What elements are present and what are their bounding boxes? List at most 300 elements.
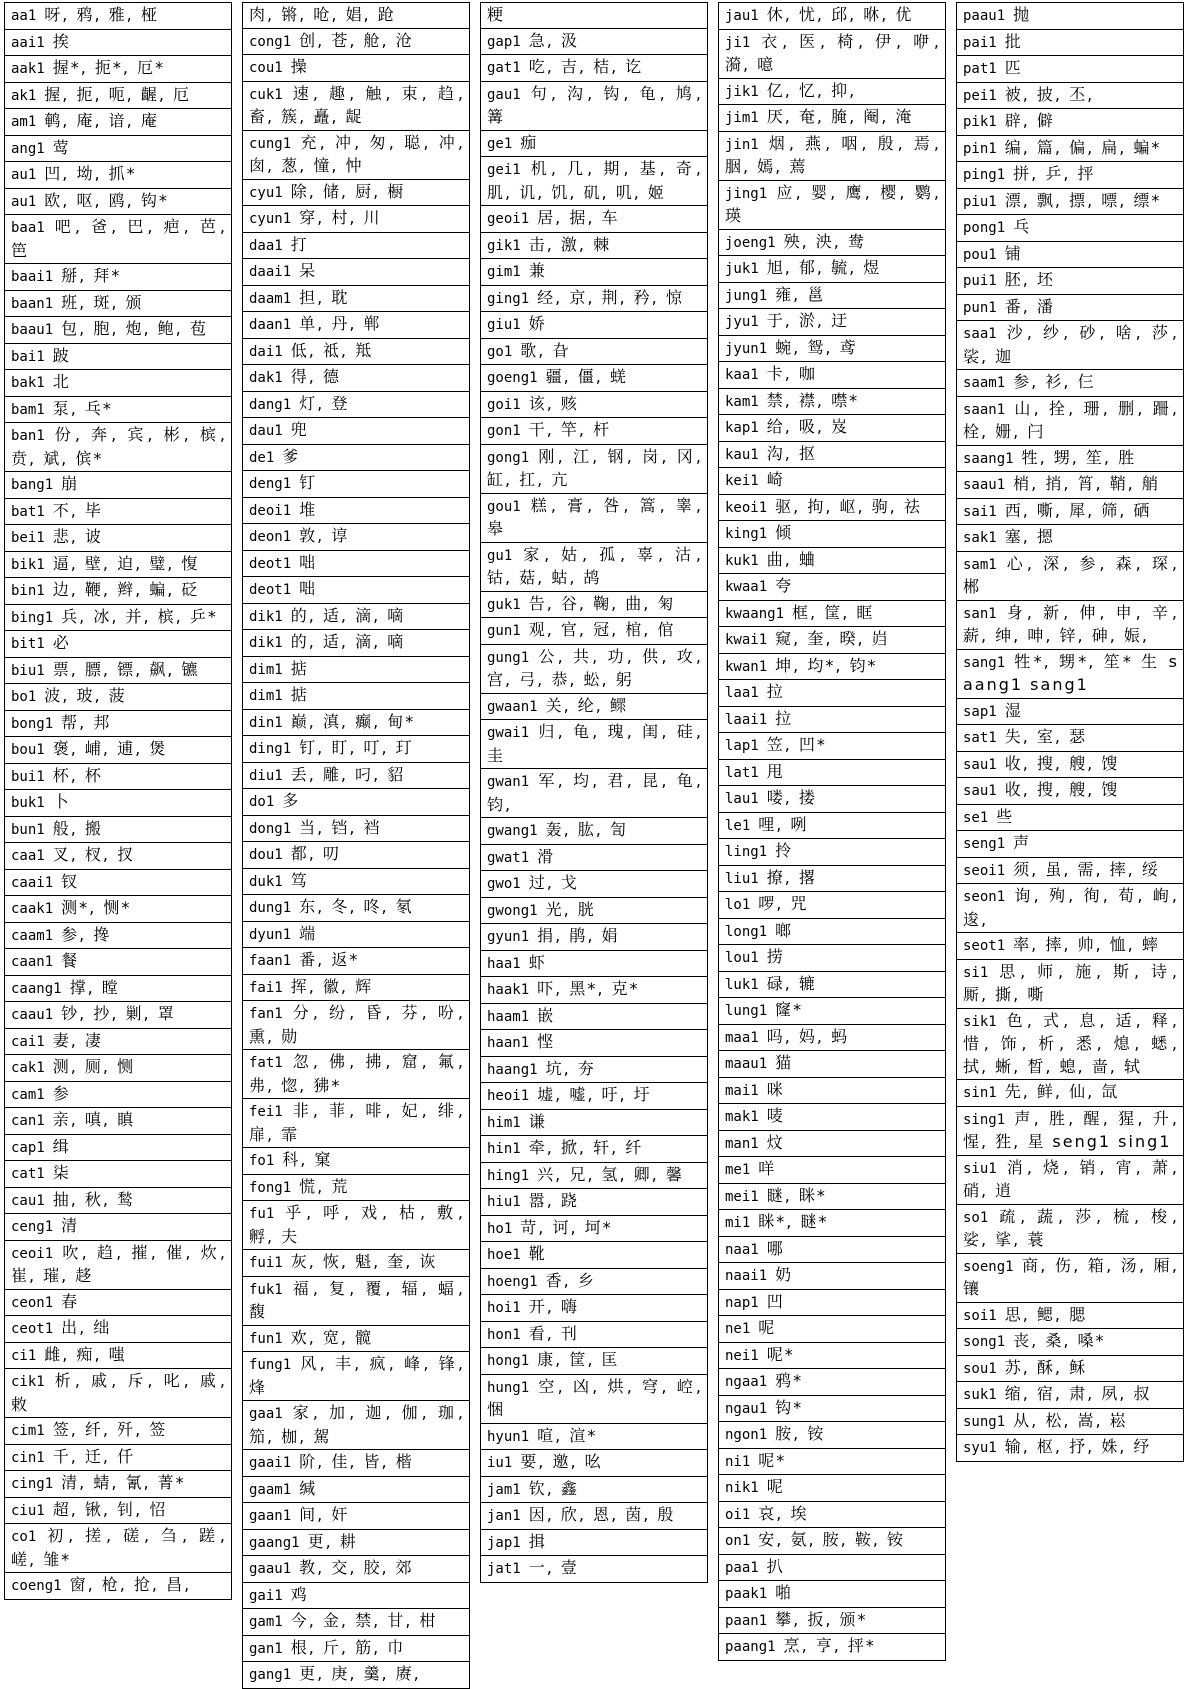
syllable-entry <box>481 1556 707 1582</box>
syllable-romanization: soeng1 <box>963 1258 1014 1275</box>
syllable-entry <box>481 924 707 951</box>
syllable-entry <box>719 574 945 601</box>
syllable-romanization: joeng1 <box>725 234 776 251</box>
syllable-characters: 清 <box>61 1216 80 1235</box>
syllable-entry <box>481 1530 707 1557</box>
syllable-characters: 掰, 拜* <box>61 266 122 285</box>
syllable-romanization: seng1 <box>963 836 1006 852</box>
syllable-characters: 商, 伤, 箱, 汤, 厢, 镶 <box>963 1255 1179 1298</box>
syllable-characters: 关, 纶, 鳏 <box>545 695 628 715</box>
syllable-entry <box>243 1583 469 1610</box>
syllable-characters: 苛, 诃, 坷* <box>520 1217 613 1237</box>
syllable-characters: 敦, 谆 <box>299 526 350 545</box>
syllable-characters: 丧, 桑, 嗓* <box>1013 1331 1106 1350</box>
syllable-entry <box>719 1608 945 1635</box>
syllable-entry <box>719 415 945 442</box>
syllable-entry <box>481 1477 707 1504</box>
syllable-entry <box>481 445 707 494</box>
syllable-entry <box>5 1161 231 1188</box>
syllable-characters: 份, 奔, 宾, 彬, 槟, 贲, 斌, 傧* <box>11 425 227 468</box>
syllable-romanization: aa1 <box>11 8 37 24</box>
syllable-entry <box>719 760 945 787</box>
syllable-characters: 爹 <box>282 446 301 466</box>
syllable-entry <box>481 1189 707 1216</box>
syllable-characters: 拉 <box>766 682 785 701</box>
syllable-characters: 餐 <box>61 951 80 970</box>
syllable-characters: 悲, 诐 <box>52 527 103 546</box>
syllable-entry <box>719 1528 945 1555</box>
syllable-entry <box>243 657 469 684</box>
syllable-romanization: lat1 <box>725 764 759 781</box>
syllable-romanization: kei1 <box>725 473 759 489</box>
syllable-characters: 凹, 坳, 抓* <box>44 164 137 183</box>
syllable-characters: 沙, 纱, 砂, 啥, 莎, 裟, 迦 <box>963 323 1179 366</box>
syllable-romanization: jat1 <box>487 1561 521 1577</box>
syllable-romanization: luk1 <box>725 976 759 993</box>
syllable-romanization: hiu1 <box>487 1194 521 1210</box>
syllable-entry <box>481 1450 707 1477</box>
syllable-characters: 拼, 乒, 抨 <box>1013 164 1096 183</box>
syllable-entry <box>719 442 945 469</box>
syllable-characters: 番, 返* <box>299 950 360 969</box>
syllable-romanization: cim1 <box>11 1423 45 1439</box>
syllable-romanization: fat1 <box>249 1055 283 1071</box>
syllable-entry <box>243 259 469 286</box>
syllable-romanization: gat1 <box>487 60 521 76</box>
syllable-entry <box>243 1556 469 1583</box>
syllable-entry <box>5 136 231 163</box>
syllable-romanization: fui1 <box>249 1255 283 1271</box>
syllable-characters: 堆 <box>299 499 318 519</box>
syllable-entry <box>5 684 231 711</box>
syllable-entry <box>719 1290 945 1317</box>
syllable-characters: 击, 激, 棘 <box>528 234 612 254</box>
syllable-characters: 痂 <box>520 132 539 152</box>
syllable-characters: 打 <box>290 234 309 254</box>
syllable-characters: 叉, 杈, 扠 <box>52 845 136 864</box>
syllable-characters: 虾 <box>528 952 547 972</box>
syllable-characters: 测, 厕, 恻 <box>52 1057 136 1076</box>
syllable-characters: 禁, 襟, 噤* <box>766 390 860 410</box>
syllable-romanization: deon1 <box>249 529 292 545</box>
syllable-characters: 多 <box>282 791 301 810</box>
syllable-characters: 鸦* <box>775 1371 804 1390</box>
syllable-romanization: cai1 <box>11 1033 45 1050</box>
syllable-characters: 倾 <box>775 523 794 542</box>
syllable-romanization: sam1 <box>963 556 997 573</box>
syllable-romanization: kau1 <box>725 446 759 463</box>
syllable-entry <box>5 976 231 1003</box>
syllable-characters: 干, 竿, 杆 <box>528 420 612 439</box>
syllable-entry <box>481 1057 707 1084</box>
syllable-entry <box>5 631 231 658</box>
syllable-entry <box>5 923 231 950</box>
syllable-romanization: bing1 <box>11 609 54 626</box>
syllable-characters: 哪 <box>766 1238 785 1258</box>
syllable-entry <box>481 365 707 392</box>
syllable-characters: 眯*, 瞇* <box>758 1212 829 1231</box>
syllable-entry <box>957 601 1183 650</box>
syllable-romanization: deoi1 <box>249 502 292 519</box>
syllable-entry <box>719 839 945 866</box>
syllable-characters: 析, 戚, 斥, 叱, 戚, 敕 <box>11 1371 227 1414</box>
syllable-romanization: bun1 <box>11 821 45 838</box>
syllable-entry <box>481 1110 707 1137</box>
syllable-entry <box>719 601 945 628</box>
syllable-romanization: saa1 <box>963 326 997 342</box>
syllable-entry <box>5 317 231 344</box>
syllable-characters: 拉 <box>775 708 794 728</box>
syllable-characters: 巅, 滇, 癫, 甸* <box>290 711 416 731</box>
syllable-characters: 声, 胜, 醒, 猩, 升, 惺, 狌, 星 seng1 sing1 <box>963 1108 1179 1151</box>
syllable-entry <box>5 3 231 30</box>
syllable-characters: 铺 <box>1004 243 1023 263</box>
syllable-characters: 兼 <box>528 261 547 280</box>
syllable-characters: 忽, 佛, 拂, 窟, 氟, 弗, 惚, 狒* <box>249 1052 465 1095</box>
syllable-characters: 休, 忧, 邱, 咻, 优 <box>766 5 914 24</box>
syllable-characters: 单, 丹, 郸 <box>299 314 382 333</box>
syllable-entry <box>719 1422 945 1449</box>
syllable-characters: 娇 <box>528 314 547 333</box>
syllable-romanization: pong1 <box>963 220 1006 236</box>
syllable-romanization: paak1 <box>725 1586 768 1602</box>
syllable-characters: 炆 <box>766 1132 785 1152</box>
syllable-romanization: caak1 <box>11 901 54 917</box>
syllable-entry <box>719 1369 945 1396</box>
syllable-romanization: ne1 <box>725 1321 751 1337</box>
syllable-characters: 钉 <box>299 473 318 492</box>
syllable-characters: 呢 <box>758 1318 777 1337</box>
syllable-romanization: cyun1 <box>249 211 292 227</box>
syllable-characters: 杯, 杯 <box>52 765 103 785</box>
syllable-entry <box>719 548 945 575</box>
syllable-characters: 分, 纷, 昏, 芬, 吩, 熏, 勋 <box>249 1003 465 1046</box>
syllable-romanization: ci1 <box>11 1347 37 1364</box>
syllable-characters: 咄 <box>299 552 318 572</box>
syllable-characters: 喧, 渲* <box>537 1425 598 1445</box>
syllable-entry <box>5 896 231 923</box>
syllable-characters: 更, 耕 <box>307 1531 358 1551</box>
syllable-romanization: cap1 <box>11 1139 45 1156</box>
syllable-romanization: au1 <box>11 193 37 210</box>
syllable-characters: 攀, 扳, 颁* <box>775 1609 868 1629</box>
syllable-romanization: do1 <box>249 794 275 810</box>
syllable-romanization: pai1 <box>963 34 997 51</box>
syllable-characters: 看, 刊 <box>528 1323 579 1343</box>
syllable-romanization: piu1 <box>963 193 997 210</box>
syllable-romanization: gam1 <box>249 1614 283 1630</box>
syllable-characters: 掂 <box>290 685 309 704</box>
syllable-romanization: gau1 <box>487 86 521 103</box>
syllable-romanization: nap1 <box>725 1294 759 1311</box>
syllable-entry <box>719 707 945 734</box>
syllable-characters: 窿* <box>775 1000 804 1019</box>
syllable-entry <box>481 312 707 339</box>
syllable-romanization: ceon1 <box>11 1294 54 1311</box>
syllable-characters: 兵, 冰, 并, 槟, 乒* <box>61 606 218 626</box>
syllable-romanization: syu1 <box>963 1440 997 1456</box>
syllable-characters: 湿 <box>1004 700 1023 720</box>
syllable-romanization: sai1 <box>963 503 997 520</box>
syllable-romanization: sau1 <box>963 756 997 773</box>
syllable-romanization: jam1 <box>487 1481 521 1498</box>
syllable-entry <box>243 1662 469 1688</box>
syllable-romanization: hoeng1 <box>487 1273 538 1290</box>
syllable-characters: 收, 搜, 艘, 馊 <box>1004 753 1120 773</box>
syllable-entry <box>957 1329 1183 1356</box>
syllable-entry <box>243 789 469 816</box>
syllable-characters: 呀, 鸦, 雅, 桠 <box>44 5 159 24</box>
syllable-characters: 鹌, 庵, 谙, 庵 <box>44 111 159 130</box>
syllable-characters: 乎, 呼, 戏, 枯, 敷, 孵, 夫 <box>249 1203 465 1246</box>
syllable-characters: 得, 德 <box>290 367 341 386</box>
syllable-characters: 啪 <box>775 1583 794 1602</box>
syllable-romanization: sap1 <box>963 703 997 720</box>
syllable-characters: 些 <box>996 806 1015 826</box>
syllable-romanization: pun1 <box>963 299 997 316</box>
syllable-characters: 啷 <box>775 920 794 940</box>
syllable-romanization: saang1 <box>963 450 1014 467</box>
syllable-romanization: paa1 <box>725 1559 759 1576</box>
syllable-characters: 班, 斑, 颁 <box>61 292 144 312</box>
syllable-entry <box>5 1471 231 1498</box>
syllable-entry <box>481 951 707 978</box>
syllable-characters: 挨 <box>52 31 71 51</box>
syllable-romanization: kwaa1 <box>725 579 768 595</box>
syllable-entry <box>481 286 707 313</box>
syllable-romanization: kam1 <box>725 393 759 410</box>
syllable-entry <box>243 498 469 525</box>
syllable-entry <box>243 975 469 1002</box>
syllable-romanization: geoi1 <box>487 211 530 227</box>
syllable-characters: 奶 <box>775 1265 794 1284</box>
syllable-characters: 卜 <box>52 792 71 811</box>
syllable-entry <box>243 604 469 631</box>
syllable-romanization: sat1 <box>963 730 997 746</box>
syllable-entry <box>957 397 1183 446</box>
syllable-entry <box>243 736 469 763</box>
syllable-romanization: liu1 <box>725 870 759 887</box>
syllable-romanization: bit1 <box>11 636 45 652</box>
syllable-characters: 消, 烧, 销, 宵, 萧, 硝, 逍 <box>963 1157 1179 1200</box>
syllable-entry <box>481 494 707 543</box>
syllable-entry <box>957 3 1183 30</box>
syllable-characters: 嵌 <box>537 1005 556 1025</box>
syllable-characters: 安, 氨, 胺, 鞍, 铵 <box>758 1530 905 1549</box>
syllable-characters: 非, 菲, 啡, 妃, 绯, 扉, 霏 <box>249 1101 465 1144</box>
syllable-characters: 夸 <box>775 576 794 595</box>
syllable-characters: 兜 <box>290 420 309 439</box>
syllable-entry <box>957 83 1183 110</box>
syllable-characters: 丢, 雕, 叼, 貂 <box>290 764 406 784</box>
syllable-romanization: jing1 <box>725 185 768 202</box>
syllable-romanization: keoi1 <box>725 499 768 516</box>
syllable-romanization: ni1 <box>725 1453 751 1470</box>
syllable-entry <box>957 30 1183 57</box>
syllable-characters: 欧, 呕, 鸥, 钩* <box>44 190 169 210</box>
syllable-entry <box>243 29 469 56</box>
syllable-romanization: hoi1 <box>487 1300 521 1316</box>
syllable-characters: 一, 壹 <box>528 1558 579 1577</box>
syllable-characters: 握, 扼, 呃, 齷, 厄 <box>44 84 191 104</box>
syllable-romanization: naa1 <box>725 1241 759 1258</box>
syllable-characters: 参, 衫, 仨 <box>1013 372 1096 391</box>
syllable-characters: 超, 锹, 钊, 怊 <box>52 1499 168 1519</box>
syllable-characters: 呆 <box>299 261 318 280</box>
syllable-entry <box>5 1108 231 1135</box>
syllable-romanization: jik1 <box>725 83 759 100</box>
syllable-romanization: mai1 <box>725 1082 759 1099</box>
syllable-romanization: dik1 <box>249 608 283 625</box>
syllable-entry <box>5 949 231 976</box>
syllable-characters: 北 <box>52 372 71 391</box>
syllable-romanization: gwang1 <box>487 823 538 839</box>
syllable-entry <box>5 264 231 291</box>
syllable-romanization: sang1 <box>963 654 1006 671</box>
syllable-romanization: sau1 <box>963 783 997 799</box>
syllable-characters: 缄 <box>299 1478 318 1498</box>
syllable-entry <box>5 499 231 526</box>
syllable-entry <box>5 344 231 371</box>
syllable-romanization: biu1 <box>11 662 45 679</box>
syllable-characters: 呢* <box>766 1344 795 1364</box>
syllable-romanization: co1 <box>11 1529 37 1545</box>
syllable-romanization: gik1 <box>487 237 521 254</box>
syllable-entry <box>719 733 945 760</box>
syllable-entry <box>719 1184 945 1211</box>
syllable-romanization: cong1 <box>249 33 292 50</box>
syllable-entry <box>481 720 707 769</box>
syllable-entry <box>719 1051 945 1078</box>
syllable-romanization: so1 <box>963 1209 989 1226</box>
syllable-column <box>956 2 1184 1462</box>
syllable-entry <box>719 283 945 310</box>
syllable-romanization: gaan1 <box>249 1508 292 1524</box>
syllable-romanization: ngaa1 <box>725 1374 768 1390</box>
syllable-romanization: fo1 <box>249 1153 275 1169</box>
syllable-entry <box>957 1356 1183 1383</box>
syllable-entry <box>719 521 945 548</box>
syllable-romanization: ge1 <box>487 135 513 152</box>
syllable-characters: 烹, 亨, 抨* <box>783 1636 876 1655</box>
syllable-characters: 军, 均, 君, 昆, 龟, 钧, <box>487 771 703 814</box>
syllable-characters: 雌, 痴, 嗤 <box>44 1344 127 1364</box>
syllable-romanization: sung1 <box>963 1413 1006 1430</box>
syllable-romanization: au1 <box>11 167 37 183</box>
syllable-characters: 轰, 肱, 訇 <box>545 820 628 839</box>
syllable-entry <box>243 948 469 975</box>
syllable-entry <box>481 3 707 29</box>
syllable-entry <box>719 627 945 654</box>
syllable-entry <box>243 710 469 737</box>
syllable-entry <box>719 813 945 840</box>
syllable-romanization: haam1 <box>487 1008 530 1025</box>
syllable-romanization: ang1 <box>11 140 45 157</box>
syllable-entry <box>719 1078 945 1105</box>
syllable-characters: 风, 丰, 疯, 峰, 锋, 烽 <box>249 1354 465 1397</box>
syllable-romanization: cak1 <box>11 1060 45 1076</box>
syllable-romanization: gap1 <box>487 33 521 50</box>
syllable-romanization: fai1 <box>249 979 283 996</box>
syllable-entry <box>481 898 707 925</box>
syllable-entry <box>5 291 231 318</box>
syllable-entry <box>481 206 707 233</box>
syllable-romanization: seot1 <box>963 938 1006 954</box>
syllable-entry <box>243 1326 469 1353</box>
syllable-entry <box>243 206 469 233</box>
syllable-romanization: mak1 <box>725 1109 759 1125</box>
syllable-romanization: gaau1 <box>249 1561 292 1577</box>
syllable-characters: 西, 嘶, 犀, 筛, 硒 <box>1004 500 1152 520</box>
syllable-characters: 思, 师, 施, 斯, 诗, 厮, 撕, 嘶 <box>963 961 1179 1004</box>
syllable-characters: 声 <box>1013 833 1032 852</box>
syllable-entry <box>243 630 469 657</box>
syllable-entry <box>243 445 469 472</box>
syllable-romanization: mi1 <box>725 1215 751 1231</box>
syllable-entry <box>719 389 945 416</box>
syllable-characters: 钦, 鑫 <box>528 1478 579 1498</box>
syllable-characters: 句, 沟, 钩, 龟, 鸠, 篝 <box>487 83 703 126</box>
syllable-characters: 于, 淤, 迂 <box>766 311 850 330</box>
syllable-romanization: dai1 <box>249 343 283 360</box>
syllable-characters: 衣, 医, 椅, 伊, 咿, 漪, 噫 <box>725 31 941 74</box>
syllable-romanization: maa1 <box>725 1029 759 1046</box>
syllable-romanization: san1 <box>963 605 997 622</box>
syllable-romanization: lap1 <box>725 738 759 754</box>
syllable-romanization: deng1 <box>249 476 292 492</box>
syllable-romanization: naai1 <box>725 1268 768 1284</box>
syllable-romanization: deot1 <box>249 582 292 598</box>
syllable-characters: 猫 <box>775 1053 794 1072</box>
syllable-entry <box>243 1530 469 1557</box>
syllable-entry <box>5 605 231 632</box>
syllable-romanization: caam1 <box>11 927 54 944</box>
syllable-romanization: kwan1 <box>725 658 768 675</box>
syllable-characters: 梢, 捎, 筲, 鞘, 艄 <box>1013 474 1160 493</box>
syllable-characters: 票, 膘, 镖, 飙, 镳 <box>52 659 200 679</box>
syllable-entry <box>243 763 469 790</box>
syllable-entry <box>5 1316 231 1343</box>
syllable-romanization: gwai1 <box>487 725 530 741</box>
syllable-entry <box>5 30 231 57</box>
syllable-romanization: mei1 <box>725 1188 759 1205</box>
syllable-romanization: gang1 <box>249 1667 292 1683</box>
syllable-characters: 握*, 扼*, 厄* <box>52 58 166 77</box>
syllable-characters: 教, 交, 胶, 郊 <box>299 1558 414 1577</box>
syllable-characters: 坤, 均*, 钧* <box>775 655 878 675</box>
syllable-entry <box>243 1352 469 1401</box>
syllable-romanization: pin1 <box>963 140 997 157</box>
syllable-entry <box>719 1263 945 1290</box>
syllable-romanization: saan1 <box>963 401 1006 418</box>
syllable-entry <box>5 370 231 397</box>
syllable-entry <box>719 256 945 283</box>
syllable-romanization: pou1 <box>963 246 997 263</box>
syllable-characters: 间, 奸 <box>299 1505 350 1524</box>
syllable-entry <box>957 884 1183 933</box>
syllable-entry <box>481 1083 707 1110</box>
syllable-entry <box>5 1135 231 1162</box>
syllable-romanization: am1 <box>11 114 37 130</box>
syllable-romanization: deot1 <box>249 555 292 572</box>
syllable-entry <box>5 843 231 870</box>
syllable-entry <box>719 495 945 522</box>
syllable-characters: 刚, 江, 钢, 岗, 冈, 缸, 扛, 亢 <box>487 446 703 489</box>
syllable-characters: 公, 共, 功, 供, 攻, 宫, 弓, 恭, 蚣, 躬 <box>487 646 703 689</box>
syllable-romanization: fu1 <box>249 1206 275 1222</box>
syllable-entry <box>957 933 1183 960</box>
syllable-romanization: dyun1 <box>249 926 292 943</box>
